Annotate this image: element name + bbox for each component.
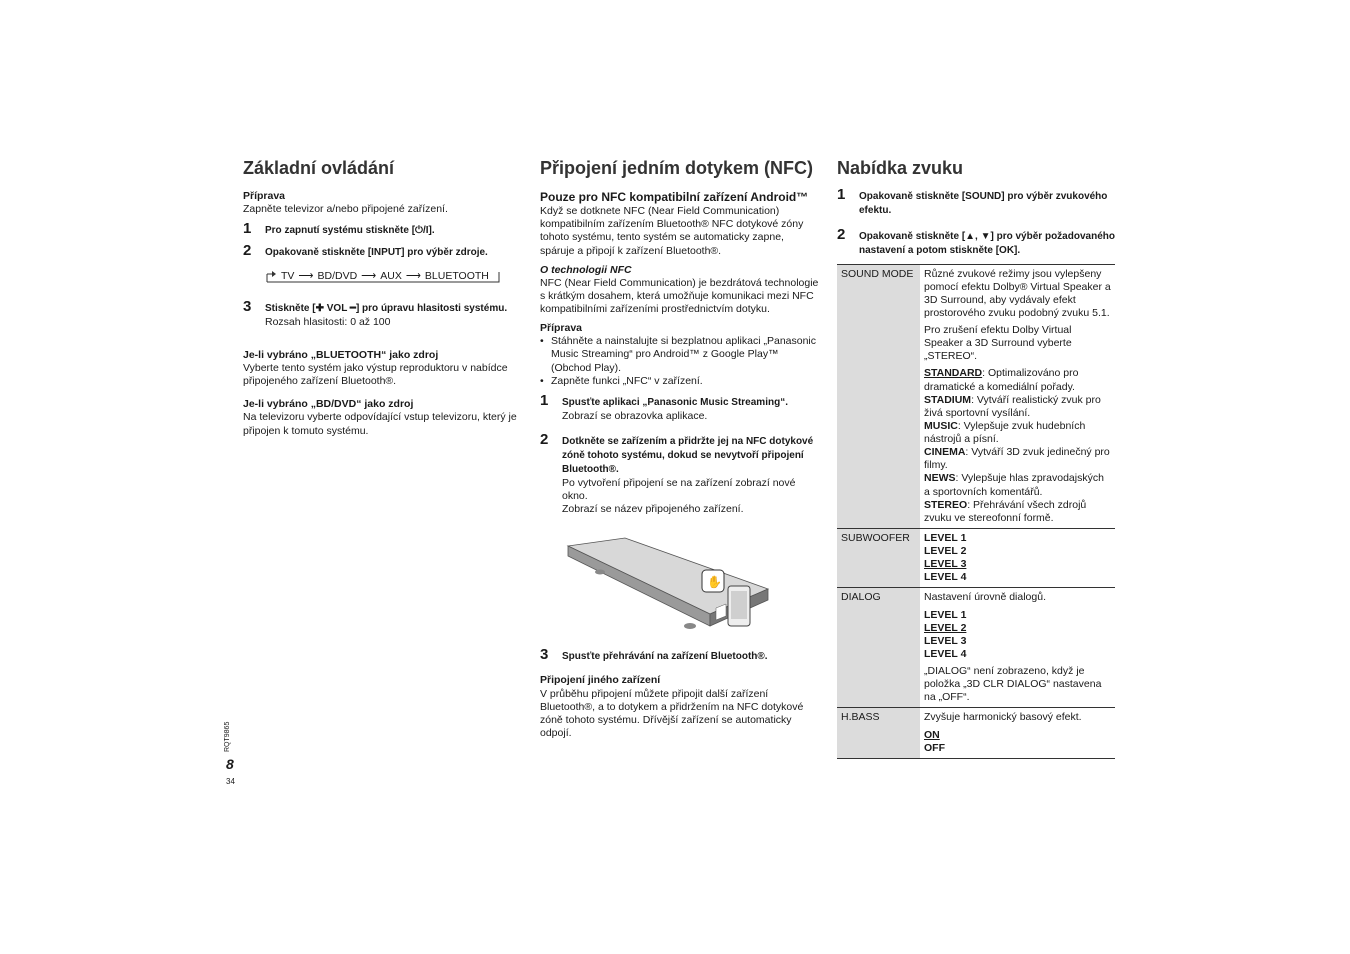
step-text: Rozsah hlasitosti: 0 až 100 bbox=[265, 315, 391, 328]
flow-arrow-icon: ⟶ bbox=[298, 270, 314, 283]
column-nfc bbox=[540, 158, 820, 740]
minus-icon: ━ bbox=[349, 302, 356, 314]
nfc-subtitle: Pouze pro NFC kompatibilní zařízení Android™ bbox=[540, 189, 809, 204]
section-title-sound: Nabídka zvuku bbox=[837, 158, 964, 178]
row-value: Různé zvukové režimy jsou vylepšeny pomocí efektu Dolby® Virtual Speaker a 3D Surround, aby vydávaly efekt prostorového zvuku podobný zvuku 5.1. Pro zrušení efektu Dolby Virtual Speaker a 3D Surround vyberte „STEREO“. STANDARD: Optimalizováno pro dramatické a komediální pořady. STADIUM: Vytváří realistický zvuk pro živá sportovní vysílání. MUSIC: Vylepšuje zvuk hudebních nástrojů a písní. CINEMA: Vytváří 3D zvuk jedinečný pro filmy. NEWS: Vylepšuje hlas zpravodajských a sportovních komentářů. STEREO: Přehrávání všech zdrojů zvuku ve stereofonní formě. bbox=[920, 264, 1115, 528]
step-title: Spusťte přehrávání na zařízení Bluetooth®. bbox=[562, 651, 768, 663]
doc-code: RQT9865 bbox=[224, 721, 231, 752]
bd-heading: Je-li vybráno „BD/DVD“ jako zdroj bbox=[243, 398, 414, 411]
flow-arrow-icon: ⟶ bbox=[405, 270, 421, 283]
about-heading: O technologii NFC bbox=[540, 263, 632, 276]
speaker-nfc-illustration bbox=[540, 534, 770, 634]
flow-arrow-icon: ⟶ bbox=[361, 270, 377, 283]
prep-label: Příprava bbox=[540, 322, 583, 335]
step-title: Spusťte aplikaci „Panasonic Music Streaming“. bbox=[562, 396, 788, 408]
flow-item: TV bbox=[281, 270, 295, 283]
row-key: H.BASS bbox=[837, 708, 920, 758]
step-number: 1 bbox=[243, 219, 252, 237]
step-title: Pro zapnutí systému stiskněte [⏻/I]. bbox=[265, 224, 435, 236]
step-title: Opakovaně stiskněte [SOUND] pro výběr zvukového efektu. bbox=[859, 190, 1108, 216]
step-number: 2 bbox=[540, 430, 549, 448]
prep-bullets bbox=[540, 335, 820, 388]
about-text: NFC (Near Field Communication) je bezdrátová technologie s krátkým dosahem, která umožňuje komunikaci mezi NFC kompatibilními zařízeními prostřednictvím dotyku. bbox=[540, 276, 819, 316]
bullet-item: • Zapněte funkci „NFC“ v zařízení. bbox=[540, 375, 820, 388]
prep-text: Zapněte televizor a/nebo připojené zařízení. bbox=[243, 202, 448, 215]
section-title-basic: Základní ovládání bbox=[243, 158, 395, 178]
step-3 bbox=[540, 646, 820, 664]
row-value: Nastavení úrovně dialogů. LEVEL 1 LEVEL 2 LEVEL 3 LEVEL 4 „DIALOG“ není zobrazeno, když je položka „3D CLR DIALOG“ nastavena na „OFF“. bbox=[920, 588, 1115, 708]
step-3 bbox=[243, 297, 523, 329]
nfc-intro: Když se dotknete NFC (Near Field Communication) kompatibilním zařízením Bluetooth® NFC dotykové zóny tohoto systému, tento systém se automaticky zapne, spáruje a připojí k zařízení Bluetooth®. bbox=[540, 205, 804, 257]
step-2 bbox=[243, 241, 523, 260]
other-text: V průběhu připojení můžete připojit další zařízení Bluetooth®, a to dotykem a přidržením na NFC dotykové zóně tohoto systému. Dřívější zařízení se automaticky odpojí. bbox=[540, 687, 804, 739]
flow-item: AUX bbox=[380, 270, 402, 283]
other-heading: Připojení jiného zařízení bbox=[540, 674, 661, 687]
sound-menu-table bbox=[837, 264, 1115, 759]
step-title: Stiskněte [✚ VOL ━] pro úpravu hlasitosti systému. bbox=[265, 302, 508, 314]
step-text: Zobrazí se obrazovka aplikace. bbox=[562, 409, 708, 422]
input-flow-diagram bbox=[265, 266, 523, 288]
step-number: 2 bbox=[243, 241, 252, 259]
bt-text: Vyberte tento systém jako výstup reproduktoru v nabídce připojeného zařízení Bluetooth®. bbox=[243, 362, 508, 388]
plus-icon: ✚ bbox=[315, 302, 324, 314]
prep-label: Příprava bbox=[243, 189, 286, 202]
step-title: Opakovaně stiskněte [▲, ▼] pro výběr požadovaného nastavení a potom stiskněte [OK]. bbox=[859, 230, 1115, 256]
row-value: Zvyšuje harmonický basový efekt. ON OFF bbox=[920, 708, 1115, 758]
column-sound-menu bbox=[837, 158, 1115, 759]
step-1 bbox=[540, 391, 820, 423]
flow-item: BD/DVD bbox=[317, 270, 358, 283]
section-title-nfc: Připojení jedním dotykem (NFC) bbox=[540, 158, 814, 178]
step-title: Opakovaně stiskněte [INPUT] pro výběr zdroje. bbox=[265, 246, 488, 258]
page-number-secondary: 34 bbox=[226, 777, 235, 786]
table-row bbox=[837, 264, 1115, 528]
bt-heading: Je-li vybráno „BLUETOOTH“ jako zdroj bbox=[243, 348, 439, 361]
step-number: 2 bbox=[837, 225, 846, 243]
table-row bbox=[837, 708, 1115, 758]
step-text: Zobrazí se název připojeného zařízení. bbox=[562, 503, 744, 516]
step-1 bbox=[243, 219, 523, 238]
flow-loop-line bbox=[263, 266, 503, 288]
flow-item: BLUETOOTH bbox=[424, 270, 489, 283]
step-text: Po vytvoření připojení se na zařízení zobrazí nové okno. bbox=[562, 476, 796, 503]
step-number: 1 bbox=[540, 391, 549, 409]
step-title: Dotkněte se zařízením a přidržte jej na NFC dotykové zóně tohoto systému, dokud se nevytvoří připojení Bluetooth®. bbox=[562, 435, 814, 475]
bullet-item: • Stáhněte a nainstalujte si bezplatnou aplikaci „Panasonic Music Streaming“ pro Android™ z Google Play™ (Obchod Play). bbox=[540, 335, 820, 374]
bd-text: Na televizoru vyberte odpovídající vstup televizoru, který je připojen k tomuto systému. bbox=[243, 411, 517, 437]
row-key: SOUND MODE bbox=[837, 264, 920, 528]
step-2 bbox=[837, 225, 1115, 258]
column-basic-operation bbox=[243, 158, 523, 438]
table-row bbox=[837, 528, 1115, 588]
step-1 bbox=[837, 185, 1115, 218]
row-key: DIALOG bbox=[837, 588, 920, 708]
step-2 bbox=[540, 430, 820, 516]
svg-text:✋: ✋ bbox=[707, 575, 722, 590]
step-number: 1 bbox=[837, 185, 846, 203]
step-number: 3 bbox=[540, 646, 549, 664]
row-key: SUBWOOFER bbox=[837, 528, 920, 588]
page-number: 8 bbox=[226, 756, 234, 772]
row-value: LEVEL 1 LEVEL 2 LEVEL 3 LEVEL 4 bbox=[920, 528, 1115, 588]
step-number: 3 bbox=[243, 297, 252, 315]
table-row bbox=[837, 588, 1115, 708]
